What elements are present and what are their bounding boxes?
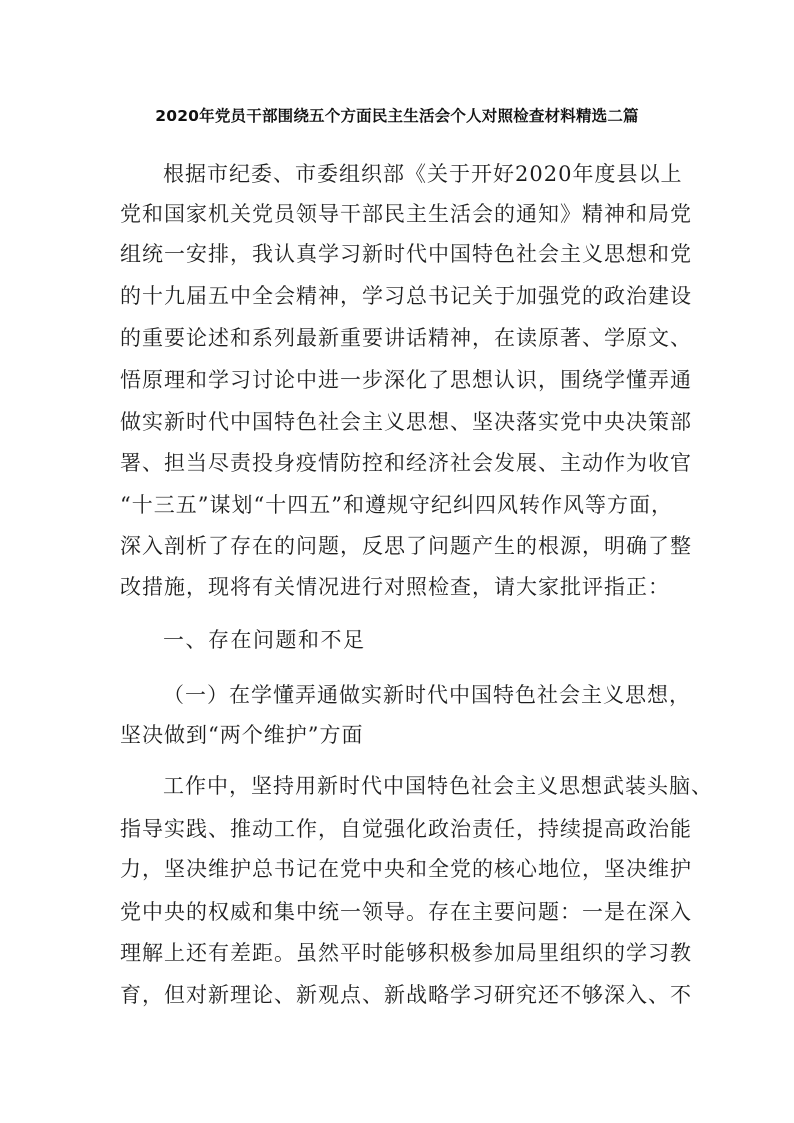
subsection-heading: 坚决做到“两个维护”方面 xyxy=(120,723,364,747)
subsection-heading: （一）在学懂弄通做实新时代中国特色社会主义思想， xyxy=(163,683,691,707)
paragraph-line: “十三五”谋划“十四五”和遵规守纪纠四风转作风等方面， xyxy=(120,493,673,517)
paragraph-line: 署、担当尽责投身疫情防控和经济社会发展、主动作为收官 xyxy=(120,451,692,475)
paragraph-line: 的十九届五中全会精神，学习总书记关于加强党的政治建设 xyxy=(120,284,692,308)
paragraph-line: 根据市纪委、市委组织部《关于开好2020年度县以上 xyxy=(163,162,683,186)
paragraph-line: 理解上还有差距。虽然平时能够积极参加局里组织的学习教 xyxy=(120,941,692,965)
paragraph-line: 改措施，现将有关情况进行对照检查，请大家批评指正： xyxy=(120,575,670,599)
paragraph-line: 悟原理和学习讨论中进一步深化了思想认识，围绕学懂弄通 xyxy=(120,368,692,392)
paragraph-line: 力，坚决维护总书记在党中央和全党的核心地位，坚决维护 xyxy=(120,857,692,881)
paragraph-line: 深入剖析了存在的问题，反思了问题产生的根源，明确了整 xyxy=(120,534,692,558)
paragraph-line: 做实新时代中国特色社会主义思想、坚决落实党中央决策部 xyxy=(120,410,692,434)
paragraph-line: 指导实践、推动工作，自觉强化政治责任，持续提高政治能 xyxy=(120,817,692,841)
paragraph-line: 组统一安排，我认真学习新时代中国特色社会主义思想和党 xyxy=(120,242,692,266)
paragraph-line: 育，但对新理论、新观点、新战略学习研究还不够深入、不 xyxy=(120,983,692,1007)
paragraph-line: 的重要论述和系列最新重要讲话精神，在读原著、学原文、 xyxy=(120,326,692,350)
paragraph-line: 工作中，坚持用新时代中国特色社会主义思想武装头脑、 xyxy=(163,774,713,798)
document-title: 2020年党员干部围绕五个方面民主生活会个人对照检查材料精选二篇 xyxy=(155,107,639,125)
paragraph-line: 党和国家机关党员领导干部民主生活会的通知》精神和局党 xyxy=(120,202,692,226)
paragraph-line: 党中央的权威和集中统一领导。存在主要问题：一是在深入 xyxy=(120,900,692,924)
section-heading: 一、存在问题和不足 xyxy=(163,628,366,652)
